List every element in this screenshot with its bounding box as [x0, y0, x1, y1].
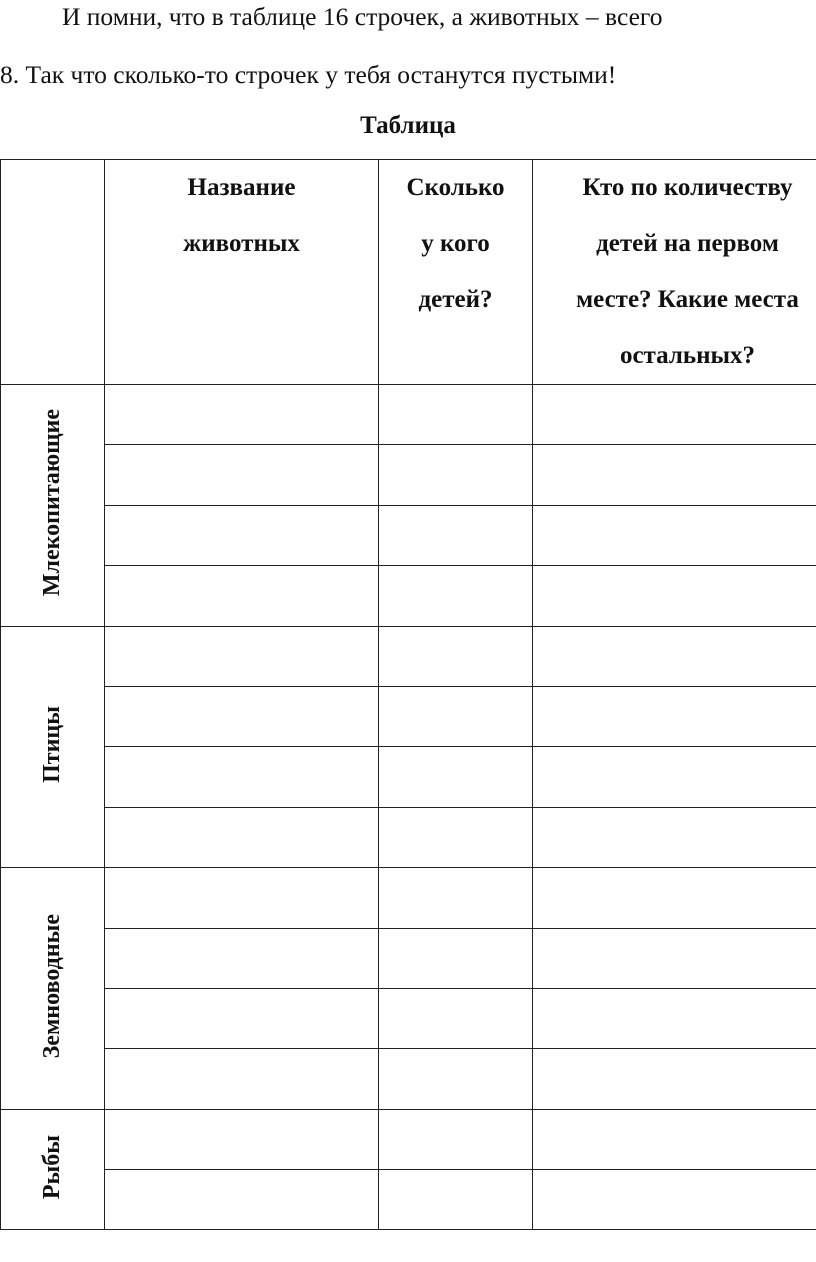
ranking-cell[interactable]: [533, 505, 816, 565]
table-row: [1, 928, 816, 988]
ranking-cell[interactable]: [533, 686, 816, 746]
group-label: Земноводные: [39, 913, 65, 1059]
ranking-cell[interactable]: [533, 747, 816, 807]
table-row: [1, 807, 816, 867]
offspring-count-cell[interactable]: [379, 385, 533, 445]
ranking-cell[interactable]: [533, 385, 816, 445]
animal-name-cell[interactable]: [105, 686, 379, 746]
ranking-cell[interactable]: [533, 445, 816, 505]
group-fish: [1, 1109, 105, 1230]
offspring-count-cell[interactable]: [379, 1049, 533, 1109]
offspring-count-cell[interactable]: [379, 1170, 533, 1230]
offspring-count-cell[interactable]: [379, 988, 533, 1048]
table-row: [1, 445, 816, 505]
group-birds: [1, 626, 105, 868]
ranking-cell[interactable]: [533, 988, 816, 1048]
animal-name-cell[interactable]: [105, 445, 379, 505]
animal-name-cell[interactable]: [105, 626, 379, 686]
header-ranking-line-2: детей на первом: [596, 230, 779, 257]
table-row: [1, 1109, 816, 1169]
group-amphibians: [1, 868, 105, 1110]
animal-name-cell[interactable]: [105, 1049, 379, 1109]
table-row: [1, 747, 816, 807]
animals-table: [0, 159, 816, 1230]
instruction-line-1: И помни, что в таблице 16 строчек, а животных – всего: [62, 2, 663, 31]
ranking-cell[interactable]: [533, 928, 816, 988]
table-row: [1, 988, 816, 1048]
offspring-count-cell[interactable]: [379, 566, 533, 626]
ranking-cell[interactable]: [533, 1109, 816, 1169]
offspring-count-cell[interactable]: [379, 928, 533, 988]
animal-name-cell[interactable]: [105, 928, 379, 988]
ranking-cell[interactable]: [533, 868, 816, 928]
offspring-count-cell[interactable]: [379, 1109, 533, 1169]
header-offspring-count-line-2: у кого: [421, 230, 490, 257]
group-mammals: [1, 385, 105, 627]
table-caption: Таблица: [360, 112, 456, 139]
offspring-count-cell[interactable]: [379, 505, 533, 565]
table-row: [1, 566, 816, 626]
group-label: Млекопитающие: [39, 409, 65, 597]
ranking-cell[interactable]: [533, 566, 816, 626]
header-animal-name-line-2: животных: [183, 230, 300, 257]
offspring-count-cell[interactable]: [379, 868, 533, 928]
instruction-line-2: 8. Так что сколько-то строчек у тебя останутся пустыми!: [0, 60, 617, 89]
animal-name-cell[interactable]: [105, 385, 379, 445]
ranking-cell[interactable]: [533, 807, 816, 867]
animal-name-cell[interactable]: [105, 566, 379, 626]
animal-name-cell[interactable]: [105, 807, 379, 867]
header-animal-name-line-1: Название: [187, 174, 296, 201]
ranking-cell[interactable]: [533, 1049, 816, 1109]
table-row: [1, 385, 816, 445]
offspring-count-cell[interactable]: [379, 807, 533, 867]
offspring-count-cell[interactable]: [379, 445, 533, 505]
header-empty-cell: [1, 160, 105, 385]
table-row: [1, 686, 816, 746]
header-offspring-count: [379, 160, 533, 385]
header-offspring-count-line-3: детей?: [418, 286, 493, 313]
animal-name-cell[interactable]: [105, 505, 379, 565]
animal-name-cell[interactable]: [105, 1109, 379, 1169]
header-ranking-line-1: Кто по количеству: [582, 174, 793, 201]
header-ranking: [533, 160, 816, 385]
animal-name-cell[interactable]: [105, 868, 379, 928]
animal-name-cell[interactable]: [105, 988, 379, 1048]
ranking-cell[interactable]: [533, 1170, 816, 1230]
group-label: Птицы: [39, 705, 65, 783]
offspring-count-cell[interactable]: [379, 686, 533, 746]
table-header-row: [1, 160, 816, 385]
offspring-count-cell[interactable]: [379, 747, 533, 807]
header-ranking-line-4: остальных?: [619, 342, 756, 369]
table-row: [1, 868, 816, 928]
animal-name-cell[interactable]: [105, 747, 379, 807]
table-row: [1, 505, 816, 565]
table-row: [1, 626, 816, 686]
header-animal-name: [105, 160, 379, 385]
offspring-count-cell[interactable]: [379, 626, 533, 686]
table-row: [1, 1049, 816, 1109]
ranking-cell[interactable]: [533, 626, 816, 686]
header-ranking-line-3: месте? Какие места: [576, 286, 799, 313]
header-offspring-count-line-1: Сколько: [406, 174, 505, 201]
group-label: Рыбы: [39, 1135, 65, 1200]
animal-name-cell[interactable]: [105, 1170, 379, 1230]
table-row: [1, 1170, 816, 1230]
